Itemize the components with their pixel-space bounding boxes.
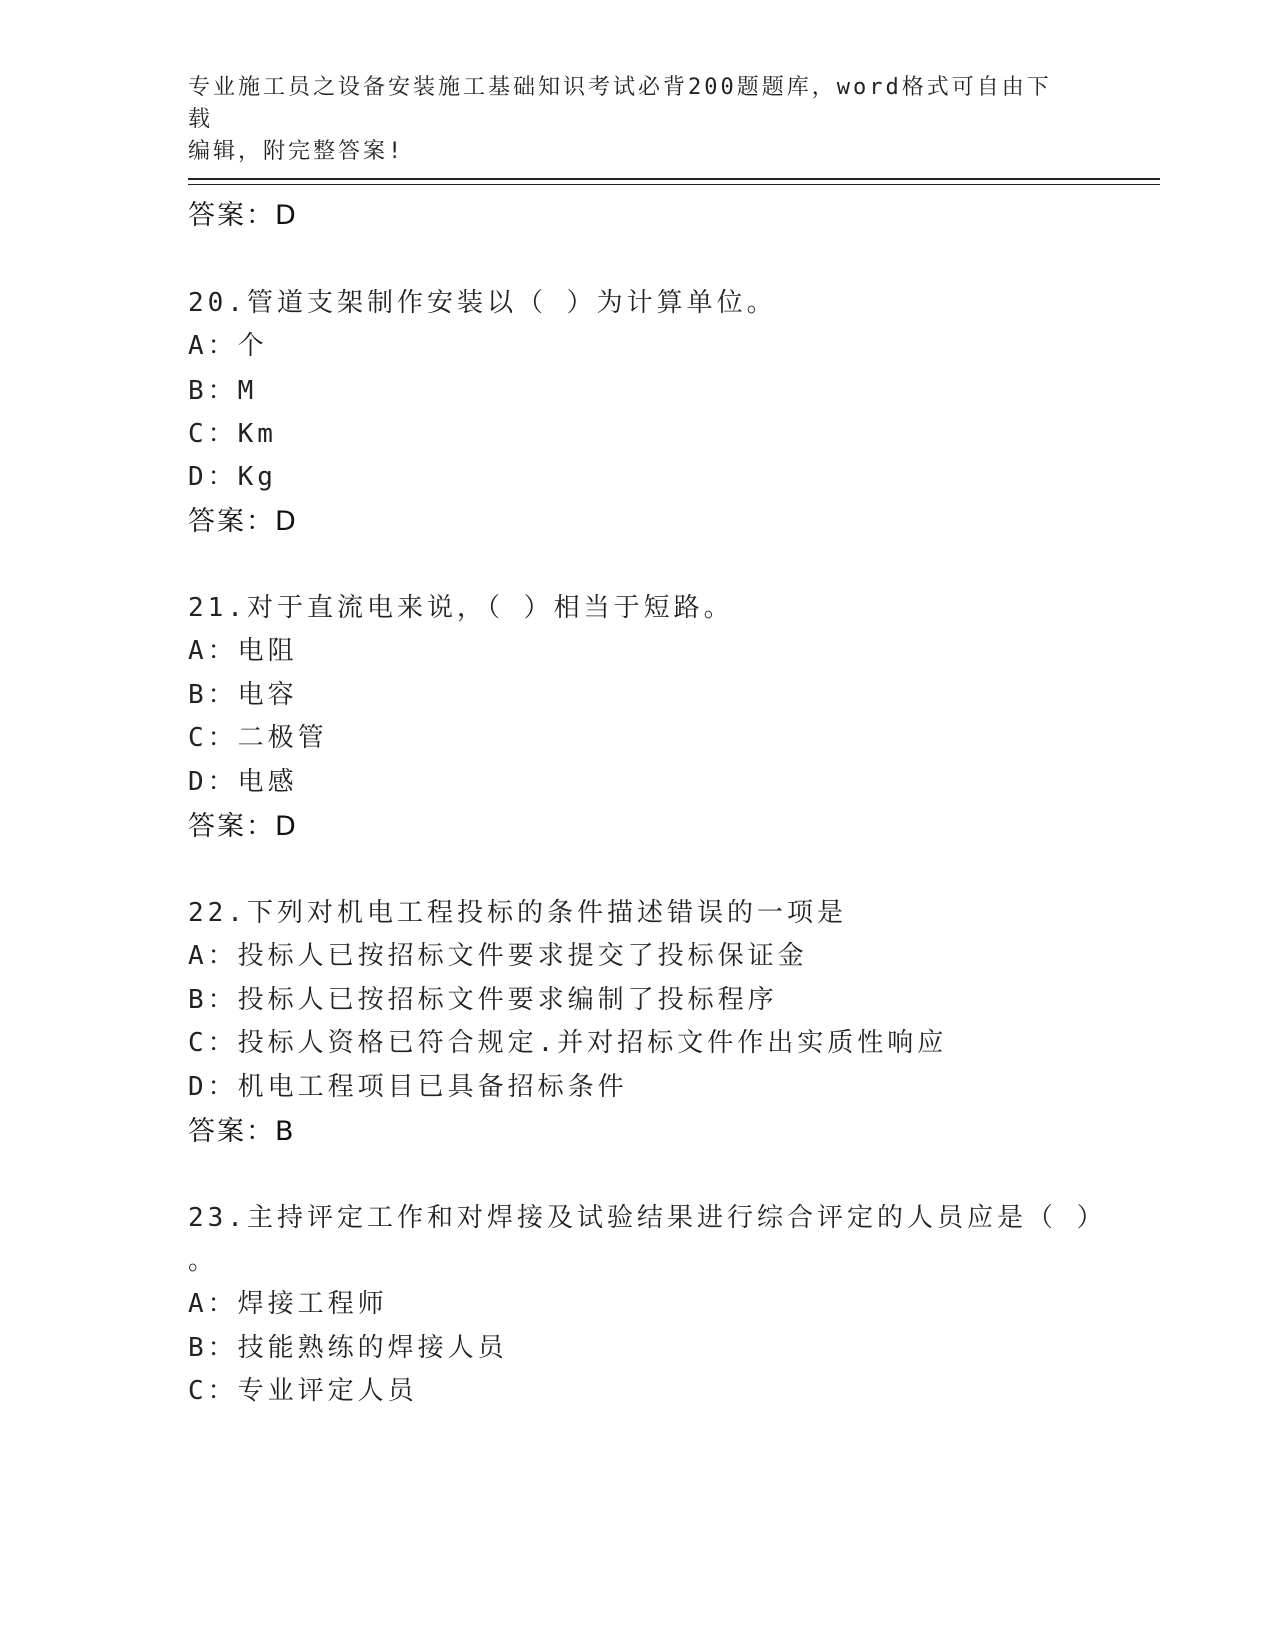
q23-option-b: B：技能熟练的焊接人员 bbox=[188, 1333, 508, 1363]
header-line-2: 编辑，附完整答案! bbox=[188, 139, 405, 164]
question-23-continuation: 。 bbox=[188, 1246, 219, 1276]
q22-option-a: A：投标人已按招标文件要求提交了投标保证金 bbox=[188, 941, 808, 971]
question-23: 23.主持评定工作和对焊接及试验结果进行综合评定的人员应是（ ） bbox=[188, 1203, 1107, 1233]
q21-option-d: D：电感 bbox=[188, 767, 298, 797]
q23-option-c: C：专业评定人员 bbox=[188, 1376, 418, 1406]
q22-answer: 答案：B bbox=[188, 1116, 296, 1147]
header-line-1: 专业施工员之设备安装施工基础知识考试必背200题题库，word格式可自由下载 bbox=[188, 75, 1052, 132]
q22-option-b: B：投标人已按招标文件要求编制了投标程序 bbox=[188, 985, 778, 1015]
header-divider-thick bbox=[188, 178, 1160, 180]
q20-answer: 答案：D bbox=[188, 506, 298, 537]
previous-answer: 答案：D bbox=[188, 200, 298, 231]
q20-option-a: A：个 bbox=[188, 331, 268, 361]
question-22: 22.下列对机电工程投标的条件描述错误的一项是 bbox=[188, 898, 847, 928]
question-20: 20.管道支架制作安装以（ ）为计算单位。 bbox=[188, 288, 777, 318]
q22-option-c: C：投标人资格已符合规定.并对招标文件作出实质性响应 bbox=[188, 1028, 948, 1058]
q21-answer: 答案：D bbox=[188, 811, 298, 842]
q20-option-c: C：Km bbox=[188, 419, 277, 449]
document-header bbox=[188, 72, 1068, 168]
q23-option-a: A：焊接工程师 bbox=[188, 1289, 388, 1319]
q20-option-d: D：Kg bbox=[188, 462, 277, 492]
q21-option-c: C：二极管 bbox=[188, 723, 328, 753]
q21-option-b: B：电容 bbox=[188, 680, 298, 710]
q21-option-a: A：电阻 bbox=[188, 636, 298, 666]
question-21: 21.对于直流电来说，（ ）相当于短路。 bbox=[188, 593, 734, 623]
q20-option-b: B：M bbox=[188, 376, 258, 406]
header-divider-thin bbox=[188, 184, 1160, 185]
q22-option-d: D：机电工程项目已具备招标条件 bbox=[188, 1072, 628, 1102]
